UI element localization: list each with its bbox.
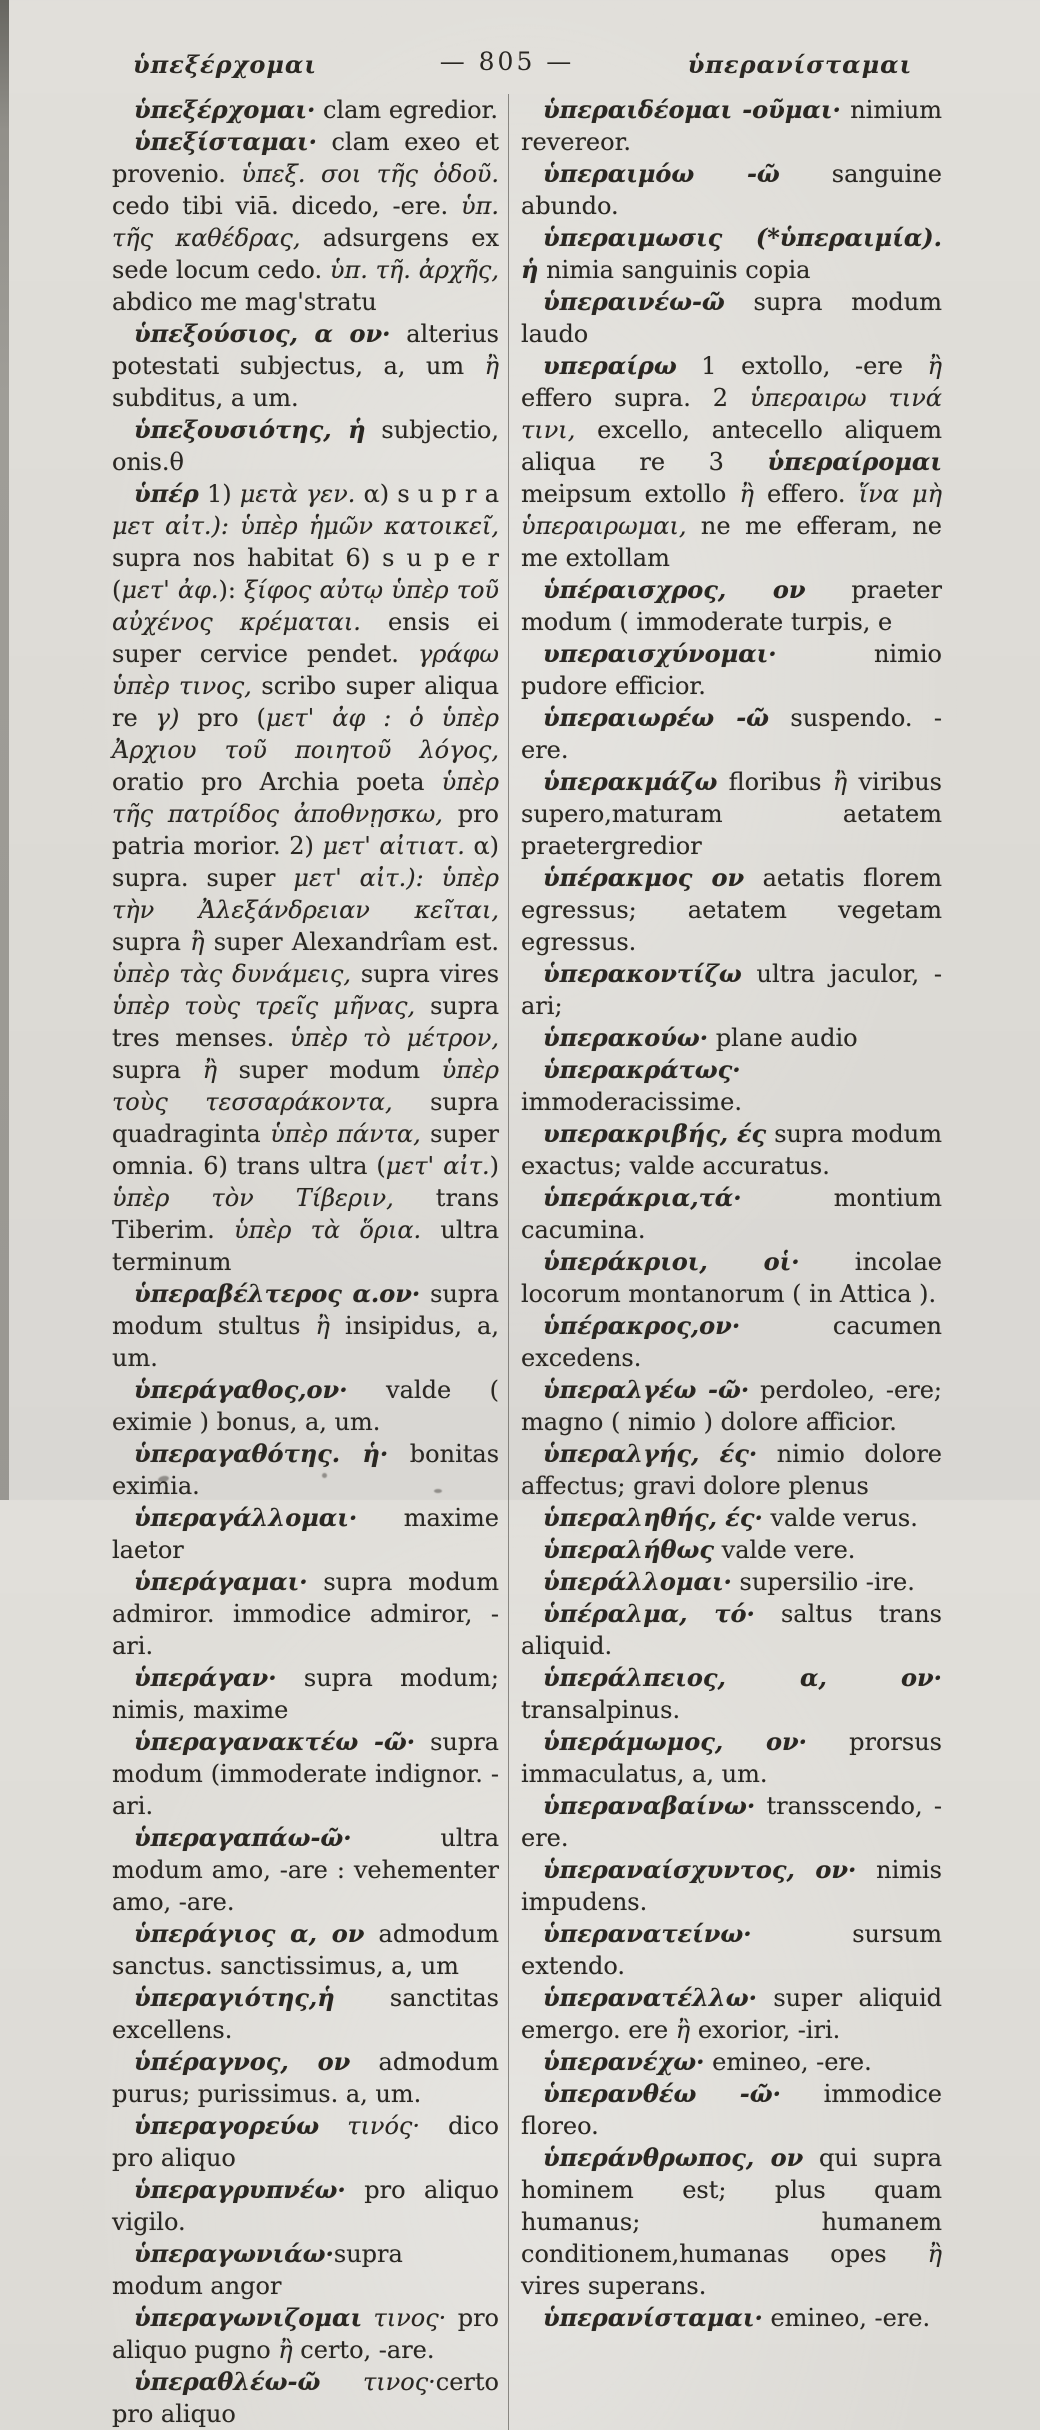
entry-latin-text: sanguine abundo.: [521, 160, 942, 220]
entry-greek-text: ἢ: [832, 768, 848, 796]
entry-latin-text: suspendo. -ere.: [521, 704, 942, 764]
entry-headword: ὑπεραγωνιάω·: [134, 2239, 334, 2268]
entry-greek-text: ὑπεξ. σοι τῆς ὁδοῦ.: [241, 160, 499, 188]
entry-greek-text: ἢ: [927, 2240, 942, 2268]
entry-headword: ὑπεραγρυπνέω·: [134, 2175, 346, 2204]
entry-latin-text: super omnia. 6) trans ultra (: [112, 1120, 499, 1180]
entry-latin-text: sanctitas excellens.: [112, 1984, 499, 2044]
entry-latin-text: plane audio: [708, 1024, 858, 1052]
entry-greek-text: μετ' αἰτ.: [385, 1152, 490, 1180]
entry-latin-text: supra nos habitat 6) s u p e r (: [112, 544, 499, 604]
entry-headword: ὑπεραβέλτερος α.ον·: [134, 1279, 421, 1308]
dictionary-entry: [112, 1502, 499, 1566]
dictionary-entry: [521, 1182, 942, 1246]
entry-latin-text: pro aliquo pugno: [112, 2304, 499, 2364]
entry-headword: ὑπεραινέω-ῶ: [543, 287, 725, 316]
entry-headword: ὑπεραγαπάω-ῶ·: [134, 1823, 352, 1852]
dictionary-entry: [521, 1310, 942, 1374]
dictionary-entry: [521, 2302, 942, 2334]
entry-latin-text: valde verus.: [762, 1504, 918, 1532]
entry-latin-text: supra modum admiror. immodice admiror, -ari.: [112, 1568, 499, 1660]
entry-latin-text: super aliquid emergo. ere: [521, 1984, 942, 2044]
entry-greek-text: ὑπὲρ τῆς πατρίδος ἀποθνῃσκω,: [112, 768, 499, 828]
entry-latin-text: emineo, -ere.: [704, 2048, 872, 2076]
entry-latin-text: saltus trans aliquid.: [521, 1600, 942, 1660]
dictionary-entry: [112, 1374, 499, 1438]
entry-headword: ὑπεραγανακτέω -ῶ·: [134, 1727, 416, 1756]
entry-headword: ὑπερανατείνω·: [543, 1919, 752, 1948]
dictionary-entry: [112, 2046, 499, 2110]
entry-latin-text: ultra modum amo, -are : vehementer amo, -are.: [112, 1824, 499, 1916]
entry-latin-text: meipsum extollo: [521, 480, 740, 508]
entry-latin-text: floribus: [717, 768, 833, 796]
entry-latin-text: ):: [218, 576, 245, 604]
dictionary-entry: [112, 1278, 499, 1374]
entry-latin-text: supra: [112, 928, 191, 956]
entry-headword: ὑπεραίρομαι: [767, 447, 942, 476]
entry-latin-text: supra modum angor: [112, 2240, 403, 2300]
running-head-right-word: ὑπερανίσταμαι: [687, 50, 913, 79]
entry-headword: ὑπεραιωρέω -ῶ: [543, 703, 770, 732]
entry-latin-text: praeter modum ( immoderate turpis, e: [521, 576, 942, 636]
dictionary-entry: [521, 958, 942, 1022]
entry-headword: ὑπεραλγής, ές·: [543, 1439, 758, 1468]
entry-latin-text: montium cacumina.: [521, 1184, 942, 1244]
entry-headword: ὑπερανθέω -ῶ·: [543, 2079, 781, 2108]
entry-headword: ὑπερακούω·: [543, 1023, 709, 1052]
entry-headword: ὑπεξίσταμαι·: [134, 127, 317, 156]
entry-latin-text: valde vere.: [714, 1536, 856, 1564]
entry-latin-text: supra modum; nimis, maxime: [112, 1664, 499, 1724]
entry-latin-text: qui supra hominem est; plus quam humanus; humanem conditionem,humanas opes: [521, 2144, 942, 2268]
entry-greek-text: ἢ: [927, 352, 942, 380]
entry-latin-text: excello, antecello aliquem aliqua re 3: [521, 416, 942, 476]
dictionary-entry: [521, 1854, 942, 1918]
entry-headword: ὑπεραλγέω -ῶ·: [543, 1375, 750, 1404]
entry-headword: ὑπεξέρχομαι·: [134, 95, 316, 124]
dictionary-entry: [521, 638, 942, 702]
entry-headword: ὑπέραγνος, ον: [134, 2047, 351, 2076]
entry-latin-text: dico pro aliquo: [112, 2112, 499, 2172]
dictionary-entry: [112, 1918, 499, 1982]
dictionary-entry: [521, 2046, 942, 2078]
dictionary-entry: [521, 1566, 942, 1598]
entry-latin-text: supra vires: [350, 960, 500, 988]
entry-headword: ὑπέρ: [134, 479, 199, 508]
dictionary-entry: [112, 478, 499, 1278]
column-left: [112, 94, 508, 2430]
entry-latin-text: clam egredior.: [315, 96, 499, 124]
entry-latin-text: ne me efferam, ne me extollam: [521, 512, 942, 572]
dictionary-entry: [521, 862, 942, 958]
entry-greek-text: μετὰ γεν.: [239, 480, 356, 508]
entry-latin-text: transscendo, -ere.: [521, 1792, 942, 1852]
entry-greek-text: ἢ: [739, 480, 754, 508]
entry-latin-text: scribo super aliqua re: [112, 672, 499, 732]
entry-headword: ὑπεράνθρωπος, ον: [543, 2143, 804, 2172]
entry-latin-text: certo, -are.: [292, 2336, 435, 2364]
entry-greek-text: ὑπὲρ τοὺς τεσσαράκοντα,: [112, 1056, 500, 1116]
dictionary-entry: [112, 2110, 499, 2174]
entry-latin-text: supra modum stultus: [112, 1280, 499, 1340]
entry-greek-text: τινος·: [362, 2304, 447, 2332]
entry-headword: ὑπεραναίσχυντος, ον·: [543, 1855, 857, 1884]
dictionary-entry: [521, 1662, 942, 1726]
entry-headword: ὑπεράγαν·: [134, 1663, 277, 1692]
entry-headword: ὑπεραγωνιζομαι: [134, 2303, 363, 2332]
dictionary-entry: [521, 1438, 942, 1502]
dictionary-entry: [112, 1726, 499, 1822]
entry-headword: ὑπεραγορεύω: [134, 2111, 320, 2140]
dictionary-entry: [521, 94, 942, 158]
scan-edge-shadow: [0, 0, 9, 1500]
entry-headword: υπεραισχύνομαι·: [543, 639, 777, 668]
entry-latin-text: abdico me mag'stratu: [112, 288, 377, 316]
entry-latin-text: nimio pudore efficior.: [521, 640, 942, 700]
dictionary-entry: [112, 1566, 499, 1662]
column-right: [508, 94, 942, 2430]
entry-latin-text: exorior, -iri.: [690, 2016, 841, 2044]
entry-headword: ὑπεράγιος α, ον: [134, 1919, 365, 1948]
dictionary-entry: [521, 1374, 942, 1438]
dictionary-entry: [521, 1246, 942, 1310]
entry-greek-text: ὑπὲρ τὸ μέτρον,: [289, 1024, 499, 1052]
dictionary-entry: [521, 1918, 942, 1982]
entry-greek-text: ξίφος αὐτῳ ὑπὲρ τοῦ αὐχένος κρέμαται.: [112, 576, 500, 636]
entry-latin-text: sursum extendo.: [521, 1920, 942, 1980]
running-head-left-word: ὑπεξέρχομαι: [132, 50, 318, 79]
entry-latin-text: supra: [112, 1056, 203, 1084]
entry-headword: ὑπεράγαθος,ον·: [134, 1375, 348, 1404]
entry-latin-text: subjectio, onis.θ: [112, 416, 499, 476]
dictionary-entry: [112, 2238, 499, 2302]
entry-greek-text: ὑπὲρ τοὺς τρεῖς μῆνας,: [112, 992, 416, 1020]
entry-headword: ὑπεραγαθότης. ἡ·: [134, 1439, 389, 1468]
entry-latin-text: trans Tiberim.: [112, 1184, 500, 1244]
dictionary-entry: [521, 2142, 942, 2302]
entry-latin-text: ultra terminum: [112, 1216, 499, 1276]
dictionary-entry: [521, 1598, 942, 1662]
entry-latin-text: admodum purus; purissimus. a, um.: [112, 2048, 499, 2108]
text-columns: [112, 94, 942, 2430]
dictionary-entry: [112, 2302, 499, 2366]
entry-greek-text: ὑπὲρ τὰς δυνάμεις,: [112, 960, 351, 988]
entry-greek-text: ὑπὲρ τὰ ὅρια.: [234, 1216, 422, 1244]
entry-headword: ὑπεραγάλλομαι·: [134, 1503, 358, 1532]
entry-latin-text: super modum: [217, 1056, 442, 1084]
dictionary-entry: [521, 702, 942, 766]
entry-latin-text: pro patria morior. 2): [112, 800, 499, 860]
entry-headword: ὑπεξούσιος, α ον·: [134, 319, 391, 348]
dictionary-entry: [112, 414, 499, 478]
entry-headword: ὑπερακμάζω: [543, 767, 718, 796]
entry-greek-text: ὑπ. τῆ. ἀρχῆς,: [329, 256, 499, 284]
page-number: — 805 —: [439, 47, 575, 76]
entry-latin-text: adsurgens ex sede locum cedo.: [112, 224, 499, 284]
entry-headword: ὑπερακράτως·: [543, 1055, 741, 1084]
entry-headword: ὑπέρακμος ον: [543, 863, 745, 892]
entry-latin-text: insipidus, a, um.: [112, 1312, 499, 1372]
entry-latin-text: ): [489, 1152, 499, 1180]
dictionary-entry: [112, 1662, 499, 1726]
entry-headword: ὑπεράλπειος, α, ον·: [543, 1663, 942, 1692]
entry-latin-text: immoderacissime.: [521, 1088, 743, 1116]
entry-latin-text: nimio dolore affectus; gravi dolore plenus: [521, 1440, 942, 1500]
entry-latin-text: bonitas eximia.: [112, 1440, 500, 1500]
entry-latin-text: α) s u p r a: [355, 480, 500, 508]
dictionary-entry: [112, 1982, 499, 2046]
dictionary-entry: [112, 126, 499, 318]
entry-headword: ὑπεραιμωσις (*ὑπεραιμία). ἡ: [521, 223, 942, 284]
entry-greek-text: ὑπεραιρω τινά τινι,: [521, 384, 942, 444]
entry-greek-text: τινος·: [320, 2368, 436, 2396]
entry-latin-text: supra modum exactus; valde accuratus.: [521, 1120, 942, 1180]
dictionary-entry: [521, 286, 942, 350]
entry-greek-text: μετ' αἰτιατ.: [322, 832, 465, 860]
entry-headword: ὑπέραισχρος, ον: [543, 575, 806, 604]
entry-headword: ὑπέρακρος,ον·: [543, 1311, 741, 1340]
entry-greek-text: ἢ: [190, 928, 205, 956]
scan-speck: [434, 1489, 442, 1493]
entry-latin-text: super Alexandrîam est.: [204, 928, 499, 956]
entry-greek-text: ἢ: [278, 2336, 293, 2364]
dictionary-entry: [521, 1022, 942, 1054]
entry-headword: ὑπεράμωμος, ον·: [543, 1727, 808, 1756]
dictionary-entry: [521, 222, 942, 286]
dictionary-entry: [521, 1502, 942, 1534]
dictionary-entry: [112, 2366, 499, 2430]
entry-latin-text: certo pro aliquo: [112, 2368, 499, 2428]
entry-headword: ὑπεράκριοι, οἱ·: [543, 1247, 800, 1276]
entry-latin-text: supra tres menses.: [112, 992, 499, 1052]
entry-headword: ὑπέραλμα, τό·: [543, 1599, 755, 1628]
dictionary-entry: [521, 574, 942, 638]
entry-greek-text: ἵνα μὴ ὑπεραιρωμαι,: [521, 480, 943, 540]
entry-greek-text: ἢ: [202, 1056, 217, 1084]
entry-greek-text: ἢ: [315, 1312, 330, 1340]
entry-latin-text: emineo, -ere.: [762, 2304, 931, 2332]
scan-speck: [322, 1473, 327, 1478]
dictionary-entry: [112, 1822, 499, 1918]
entry-greek-text: γράφω ὑπὲρ τινος,: [112, 640, 499, 700]
entry-latin-text: supra modum (immoderate indignor. -ari.: [112, 1728, 499, 1820]
entry-latin-text: subditus, a um.: [112, 384, 299, 412]
dictionary-entry: [521, 1790, 942, 1854]
entry-latin-text: incolae locorum montanorum ( in Attica ).: [521, 1248, 943, 1308]
entry-latin-text: clam exeo et provenio.: [112, 128, 499, 188]
entry-headword: ὑπερανέχω·: [543, 2047, 705, 2076]
dictionary-entry: [521, 766, 942, 862]
entry-headword: ὑπεραθλέω-ῶ: [134, 2367, 321, 2396]
entry-latin-text: oratio pro Archia poeta: [112, 768, 442, 796]
entry-headword: υπεραίρω: [543, 351, 677, 380]
entry-latin-text: supra quadraginta: [112, 1088, 499, 1148]
entry-latin-text: valde ( eximie ) bonus, a, um.: [112, 1376, 499, 1436]
entry-greek-text: ὑπ. τῆς καθέδρας,: [112, 192, 499, 252]
dictionary-entry: [521, 1726, 942, 1790]
entry-greek-text: ὑπὲρ πάντα,: [270, 1120, 421, 1148]
dictionary-entry: [521, 158, 942, 222]
entry-latin-text: cedo tibi viā. dicedo, -ere.: [112, 192, 461, 220]
dictionary-entry: [112, 318, 499, 414]
entry-greek-text: ἢ: [484, 352, 499, 380]
entry-headword: ὑπεράλλομαι·: [543, 1567, 732, 1596]
entry-latin-text: nimia sanguinis copia: [538, 256, 811, 284]
entry-headword: ὑπεραιμόω -ῶ: [543, 159, 780, 188]
entry-latin-text: alterius potestati subjectus, a, um: [112, 320, 499, 380]
entry-headword: ὑπεράκρια,τά·: [543, 1183, 742, 1212]
entry-latin-text: admodum sanctus. sanctissimus, a, um: [112, 1920, 500, 1980]
dictionary-entry: [521, 1982, 942, 2046]
entry-headword: ὑπερανίσταμαι·: [543, 2303, 763, 2332]
entry-latin-text: aetatis florem egressus; aetatem vegetam egressus.: [521, 864, 942, 956]
entry-latin-text: vires superans.: [521, 2272, 707, 2300]
entry-latin-text: ensis ei super cervice pendet.: [112, 608, 499, 668]
entry-headword: ὑπεραιδέομαι -οῦμαι·: [543, 95, 841, 124]
entry-greek-text: τινός·: [319, 2112, 421, 2140]
entry-latin-text: pro aliquo vigilo.: [112, 2176, 499, 2236]
entry-greek-text: γ): [155, 704, 180, 732]
entry-latin-text: 1 extollo, -ere: [676, 352, 928, 380]
entry-latin-text: supersilio -ire.: [731, 1568, 915, 1596]
entry-headword: ὑπεξουσιότης, ἡ: [134, 415, 366, 444]
entry-headword: ὑπεραναβαίνω·: [543, 1791, 756, 1820]
entry-greek-text: μετ' ἀφ.: [121, 576, 219, 604]
entry-latin-text: nimis impudens.: [521, 1856, 942, 1916]
entry-greek-text: μετ' ἀφ : ὁ ὑπὲρ Ἀρχιου τοῦ ποιητοῦ λόγος,: [112, 704, 499, 764]
dictionary-entry: [521, 1118, 942, 1182]
entry-latin-text: cacumen excedens.: [521, 1312, 942, 1372]
entry-latin-text: perdoleo, -ere; magno ( nimio ) dolore afficior.: [521, 1376, 942, 1436]
entry-latin-text: pro (: [179, 704, 266, 732]
entry-latin-text: immodice floreo.: [521, 2080, 942, 2140]
dictionary-entry: [521, 350, 942, 574]
entry-latin-text: α) supra. super: [112, 832, 500, 892]
entry-headword: ὑπεράγαμαι·: [134, 1567, 308, 1596]
entry-greek-text: ἢ: [675, 2016, 691, 2044]
entry-latin-text: effero supra. 2: [521, 384, 750, 412]
entry-greek-text: ὑπὲρ τὸν Τίβεριν,: [112, 1184, 394, 1212]
entry-latin-text: ultra jaculor, -ari;: [521, 960, 942, 1020]
entry-headword: ὑπεραληθής, ές·: [543, 1503, 763, 1532]
entry-greek-text: μετ αἰτ.): ὑπὲρ ἡμῶν κατοικεῖ,: [112, 512, 499, 540]
entry-headword: υπερακριβής, ές: [543, 1119, 767, 1148]
entry-latin-text: 1): [198, 480, 240, 508]
entry-headword: ὑπερακοντίζω: [543, 959, 742, 988]
dictionary-entry: [521, 1054, 942, 1118]
entry-latin-text: transalpinus.: [521, 1696, 681, 1724]
dictionary-entry: [112, 94, 499, 126]
entry-headword: ὑπερανατέλλω·: [543, 1983, 757, 2012]
dictionary-entry: [521, 1534, 942, 1566]
entry-headword: ὑπεραλήθως: [543, 1535, 714, 1564]
entry-latin-text: viribus supero,maturam aetatem praetergredior: [521, 768, 942, 860]
dictionary-entry: [521, 2078, 942, 2142]
dictionary-entry: [112, 2174, 499, 2238]
entry-latin-text: maxime laetor: [112, 1504, 499, 1564]
entry-latin-text: effero.: [753, 480, 859, 508]
entry-latin-text: nimium revereor.: [521, 96, 942, 156]
entry-headword: ὑπεραγιότης,ἡ: [134, 1983, 335, 2012]
dictionary-entry: [112, 1438, 499, 1502]
entry-latin-text: supra modum laudo: [521, 288, 942, 348]
entry-latin-text: prorsus immaculatus, a, um.: [521, 1728, 942, 1788]
entry-greek-text: μετ' αἰτ.): ὑπὲρ τὴν Ἀλεξάνδρειαν κεῖται,: [112, 864, 499, 924]
